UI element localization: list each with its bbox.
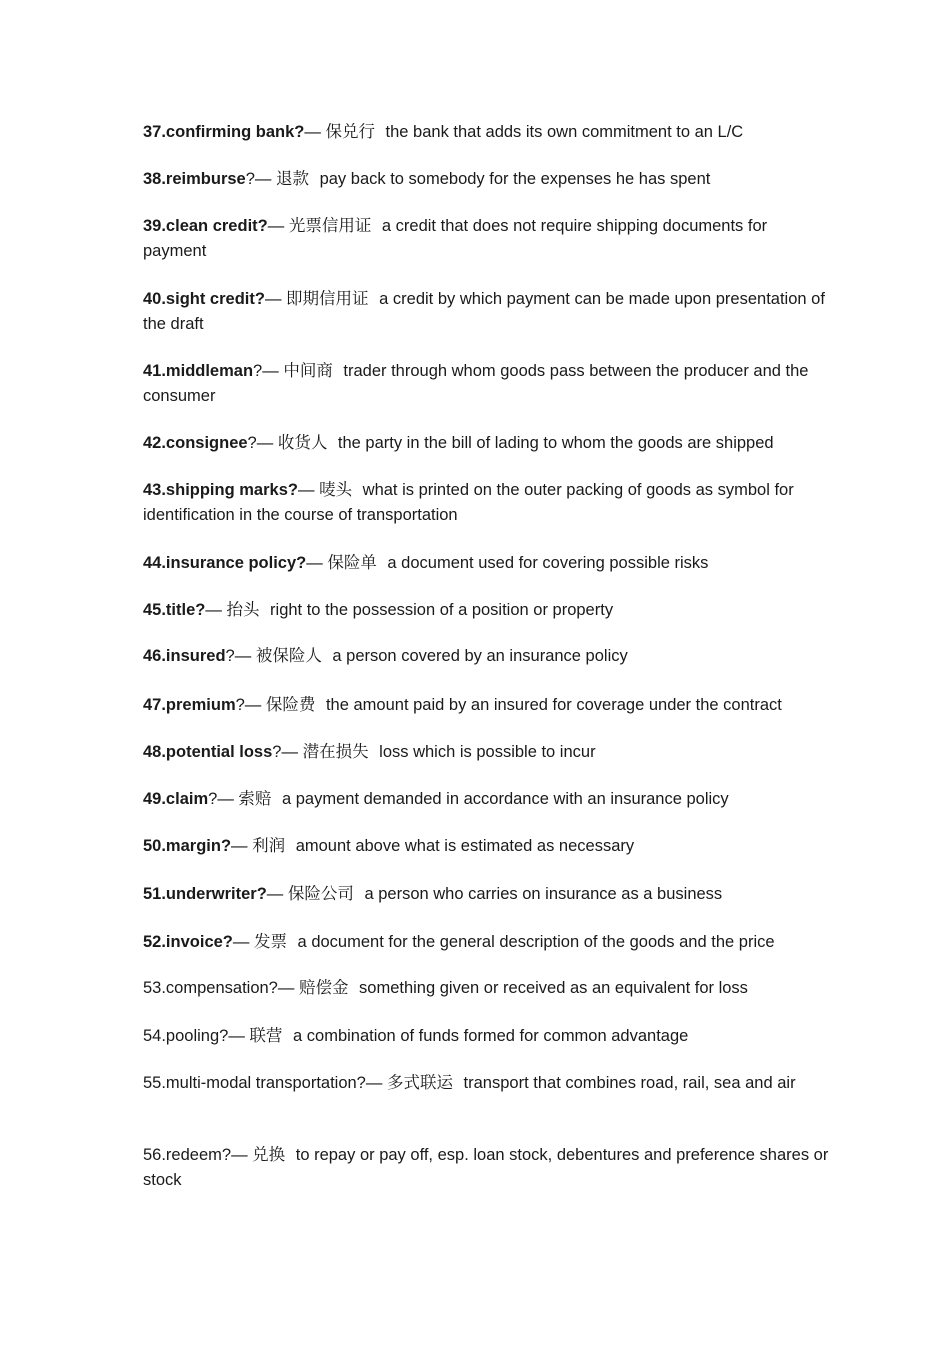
- entry-term: 45.title?: [143, 601, 206, 619]
- entry-separator: —: [304, 123, 326, 141]
- entry-definition: loss which is possible to incur: [374, 743, 596, 761]
- entry-definition: a credit that does not require shipping documents for payment: [143, 217, 768, 260]
- entry-separator: ?—: [247, 434, 278, 452]
- glossary-entry: [143, 286, 833, 337]
- entry-definition: to repay or pay off, esp. loan stock, debentures and preference shares or stock: [143, 1146, 829, 1189]
- entry-term: 48.potential loss: [143, 743, 273, 761]
- glossary-entry: [143, 550, 833, 576]
- glossary-entry: [143, 166, 833, 192]
- entry-term: 43.shipping marks?: [143, 481, 298, 499]
- glossary-entry: [143, 739, 833, 765]
- entry-chinese: 保险费: [265, 695, 316, 714]
- entry-chinese: 抬头: [226, 600, 260, 619]
- entry-term: 51.underwriter?: [143, 885, 267, 903]
- entry-separator: —: [277, 979, 299, 997]
- entry-term: 46.insured: [143, 647, 226, 665]
- glossary-entry: [143, 597, 833, 623]
- entry-term: 37.confirming bank?: [143, 123, 305, 141]
- entry-chinese: 保险公司: [287, 884, 354, 903]
- glossary-entry: [143, 786, 833, 812]
- entry-separator: —: [228, 1027, 250, 1045]
- entry-separator: ?—: [235, 696, 266, 714]
- entry-term: 53.compensation?: [143, 979, 278, 997]
- entry-definition: a person covered by an insurance policy: [327, 647, 628, 665]
- entry-definition: a payment demanded in accordance with an insurance policy: [277, 790, 729, 808]
- entry-definition: a document for the general description of the goods and the price: [292, 933, 775, 951]
- entry-term: 56.redeem?: [143, 1146, 232, 1164]
- entry-chinese: 光票信用证: [288, 216, 372, 235]
- entry-chinese: 联营: [249, 1026, 283, 1045]
- entry-chinese: 中间商: [283, 361, 333, 380]
- entry-definition: right to the possession of a position or property: [265, 601, 614, 619]
- entry-term: 39.clean credit?: [143, 217, 268, 235]
- entry-separator: —: [306, 554, 328, 572]
- entry-chinese: 发票: [253, 932, 287, 951]
- entry-definition: amount above what is estimated as necessary: [291, 837, 635, 855]
- entry-separator: —: [231, 1146, 253, 1164]
- entry-definition: pay back to somebody for the expenses he has spent: [315, 170, 711, 188]
- glossary-entry: [143, 929, 833, 955]
- entry-separator: —: [365, 1074, 387, 1092]
- entry-term: 49.claim: [143, 790, 209, 808]
- glossary-entry: [143, 119, 833, 145]
- entry-chinese: 赔偿金: [298, 978, 349, 997]
- glossary-entry: [143, 881, 833, 907]
- entry-term: 54.pooling?: [143, 1027, 229, 1045]
- entry-term: 55.multi-modal transportation?: [143, 1074, 366, 1092]
- entry-chinese: 索赔: [238, 789, 272, 808]
- entry-chinese: 保兑行: [325, 122, 375, 141]
- entry-separator: ?—: [225, 647, 256, 665]
- entry-separator: —: [266, 885, 288, 903]
- glossary-entry: [143, 643, 833, 669]
- entry-definition: what is printed on the outer packing of goods as symbol for identification in the course of transportation: [143, 481, 794, 524]
- entry-separator: ?—: [208, 790, 239, 808]
- entry-definition: the party in the bill of lading to whom the goods are shipped: [333, 434, 774, 452]
- entry-chinese: 即期信用证: [286, 289, 369, 308]
- entry-chinese: 收货人: [277, 433, 328, 452]
- entry-term: 52.invoice?: [143, 933, 233, 951]
- glossary-entry: [143, 358, 833, 409]
- glossary-entry: [143, 975, 833, 1001]
- glossary-entry: [143, 1142, 833, 1193]
- glossary-entry: [143, 833, 833, 859]
- glossary-entry: [143, 477, 833, 528]
- entry-separator: —: [205, 601, 227, 619]
- entry-separator: —: [232, 933, 254, 951]
- entry-chinese: 兑换: [252, 1145, 286, 1164]
- entry-definition: a person who carries on insurance as a business: [359, 885, 723, 903]
- entry-definition: the bank that adds its own commitment to an L/C: [380, 123, 744, 141]
- entry-chinese: 利润: [252, 836, 286, 855]
- entry-term: 44.insurance policy?: [143, 554, 307, 572]
- entry-term: 47.premium: [143, 696, 236, 714]
- entry-definition: the amount paid by an insured for coverage under the contract: [321, 696, 782, 714]
- entry-separator: ?—: [245, 170, 276, 188]
- glossary-entry: [143, 213, 833, 264]
- entry-term: 50.margin?: [143, 837, 232, 855]
- entry-term: 41.middleman: [143, 362, 254, 380]
- entry-chinese: 多式联运: [386, 1073, 453, 1092]
- entry-separator: ?—: [272, 743, 303, 761]
- entry-separator: —: [297, 481, 320, 499]
- entry-definition: a credit by which payment can be made upon presentation of the draft: [143, 290, 825, 333]
- entry-separator: —: [267, 217, 289, 235]
- entry-chinese: 保险单: [327, 553, 377, 572]
- glossary-entry: [143, 692, 833, 718]
- entry-chinese: 唛头: [319, 480, 353, 499]
- entry-term: 42.consignee: [143, 434, 248, 452]
- entry-definition: transport that combines road, rail, sea and air: [458, 1074, 796, 1092]
- entry-definition: something given or received as an equivalent for loss: [354, 979, 748, 997]
- entry-separator: —: [264, 290, 287, 308]
- entry-definition: a combination of funds formed for common advantage: [288, 1027, 689, 1045]
- entry-definition: a document used for covering possible risks: [382, 554, 709, 572]
- entry-chinese: 被保险人: [255, 646, 322, 665]
- entry-definition: trader through whom goods pass between the producer and the consumer: [143, 362, 809, 405]
- entry-separator: —: [231, 837, 253, 855]
- glossary-entry: [143, 1070, 833, 1096]
- entry-term: 38.reimburse: [143, 170, 246, 188]
- entry-chinese: 潜在损失: [302, 742, 369, 761]
- entry-chinese: 退款: [276, 169, 309, 188]
- entry-term: 40.sight credit?: [143, 290, 265, 308]
- entry-separator: ?—: [253, 362, 284, 380]
- glossary-entry: [143, 1023, 833, 1049]
- glossary-entry: [143, 430, 833, 456]
